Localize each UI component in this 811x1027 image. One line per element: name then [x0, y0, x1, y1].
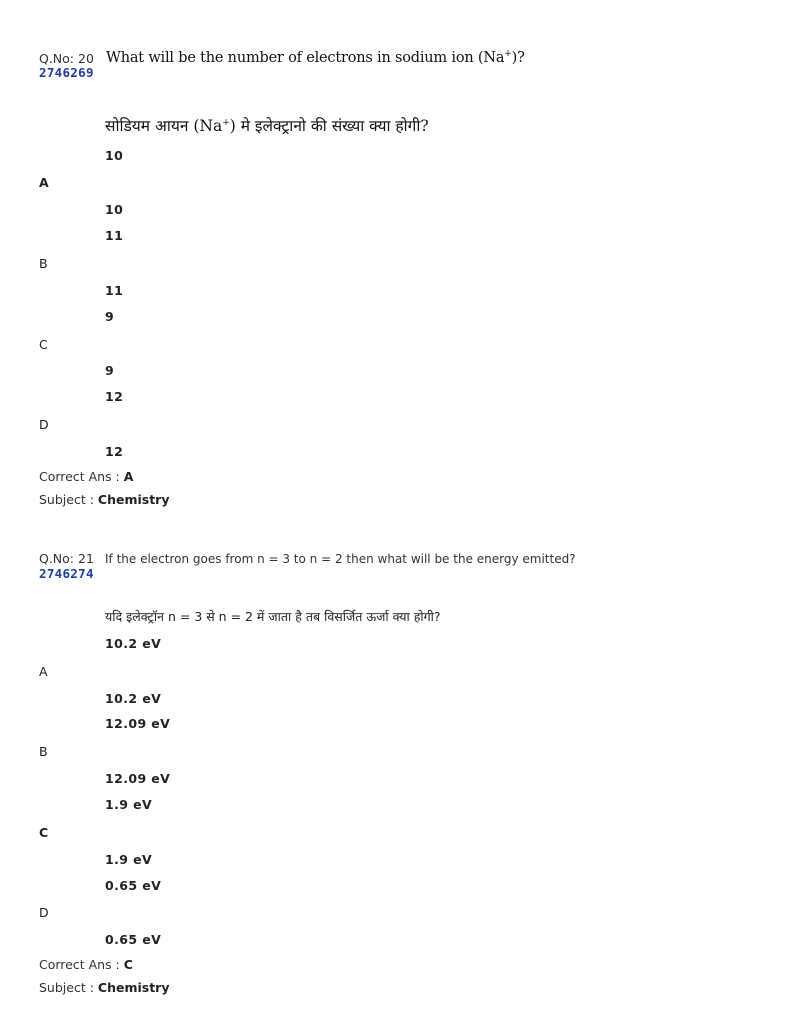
question-text-hindi: सोडियम आयन (Na+) मे इलेक्ट्रानो की संख्या क्या होगी?: [105, 117, 429, 135]
question-text-hindi: यदि इलेक्ट्रॉन n = 3 से n = 2 में जाता है तब विसर्जित ऊर्जा क्या होगी?: [105, 609, 441, 624]
option-text-hindi: 9: [105, 309, 115, 324]
option-letter: C: [39, 825, 49, 840]
question-text-english: What will be the number of electrons in sodium ion (Na+)?: [106, 49, 525, 66]
option-text-hindi: 11: [105, 228, 124, 243]
question-number: Q.No: 21: [39, 551, 94, 566]
option-text-hindi: 10.2 eV: [105, 636, 162, 651]
option-letter: D: [39, 905, 49, 920]
option-text-hindi: 12.09 eV: [105, 716, 171, 731]
subject: Subject : Chemistry: [39, 492, 170, 507]
question-number: Q.No: 20: [39, 51, 94, 66]
option-text-hindi: 0.65 eV: [105, 878, 162, 893]
correct-answer: Correct Ans : C: [39, 957, 133, 972]
option-text-english: 12.09 eV: [105, 771, 171, 786]
option-text-english: 9: [105, 363, 115, 378]
option-text-hindi: 10: [105, 148, 124, 163]
option-letter: D: [39, 417, 49, 432]
question-id: 2746274: [39, 566, 94, 581]
subject: Subject : Chemistry: [39, 980, 170, 995]
option-letter: A: [39, 175, 49, 190]
option-text-english: 1.9 eV: [105, 852, 153, 867]
option-text-hindi: 1.9 eV: [105, 797, 153, 812]
option-text-english: 10.2 eV: [105, 691, 162, 706]
correct-answer: Correct Ans : A: [39, 469, 134, 484]
option-text-english: 0.65 eV: [105, 932, 162, 947]
question-id: 2746269: [39, 65, 94, 80]
option-letter: C: [39, 337, 48, 352]
option-text-english: 11: [105, 283, 124, 298]
option-text-english: 10: [105, 202, 124, 217]
option-text-english: 12: [105, 444, 124, 459]
option-letter: A: [39, 664, 48, 679]
question-text-english: If the electron goes from n = 3 to n = 2 then what will be the energy emitted?: [105, 552, 576, 566]
option-letter: B: [39, 256, 48, 271]
option-letter: B: [39, 744, 48, 759]
option-text-hindi: 12: [105, 389, 124, 404]
